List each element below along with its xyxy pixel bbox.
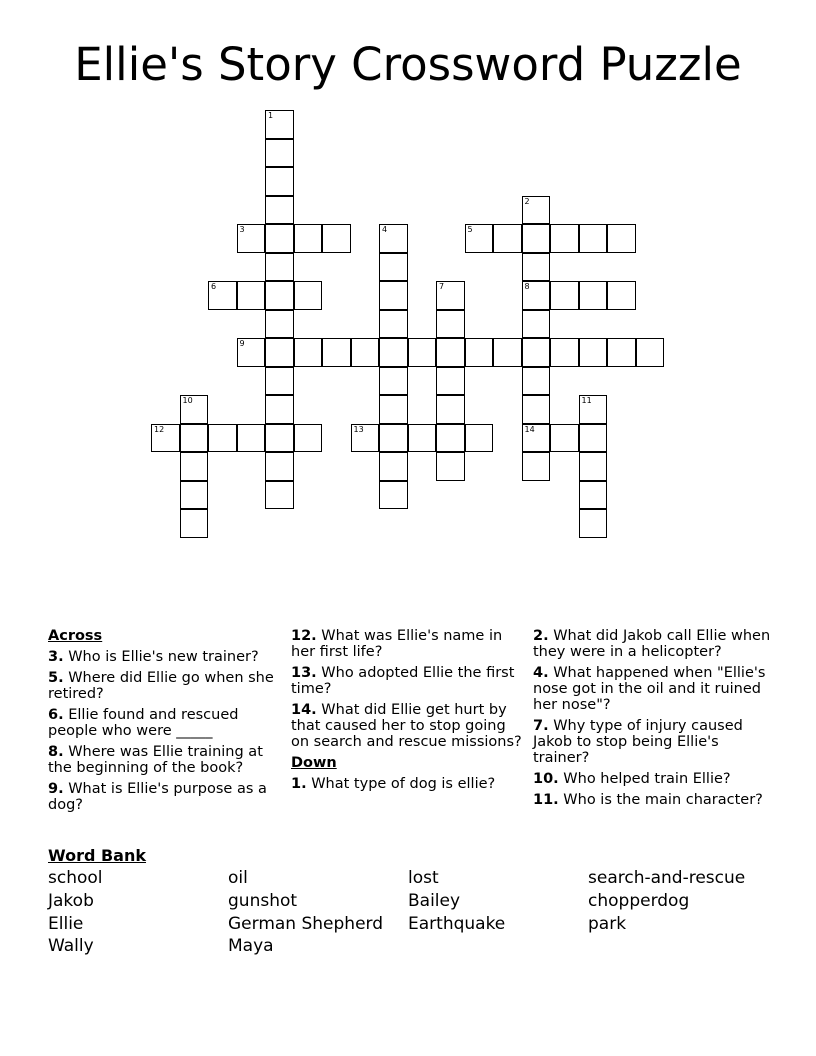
grid-cell[interactable]: [522, 281, 551, 310]
clue-number: 5: [467, 225, 473, 234]
grid-cell[interactable]: [522, 452, 551, 481]
grid-cell[interactable]: [436, 281, 465, 310]
grid-cell[interactable]: [265, 139, 294, 168]
grid-cell[interactable]: [579, 509, 608, 538]
grid-cell[interactable]: [180, 481, 209, 510]
clue-number: 11: [581, 396, 592, 405]
clue-number: 2: [524, 196, 530, 206]
grid-cell[interactable]: [379, 338, 408, 367]
grid-cell[interactable]: [522, 424, 551, 453]
clue-across: 13. Who adopted Ellie the first time?: [291, 665, 515, 697]
grid-cell[interactable]: [265, 452, 294, 481]
grid-cell[interactable]: [379, 281, 408, 310]
grid-cell[interactable]: [579, 281, 608, 310]
grid-cell[interactable]: [522, 395, 551, 424]
grid-cell[interactable]: [436, 310, 465, 339]
word-bank-item: Bailey: [408, 891, 461, 911]
clue-number: 14: [524, 424, 535, 434]
page-title: Ellie's Story Crossword Puzzle: [74, 38, 742, 91]
clue-down: 7. Why type of injury caused Jakob to stop being Ellie's trainer?: [533, 718, 743, 766]
clue-number: 7: [439, 282, 445, 291]
word-bank-item: park: [588, 914, 627, 934]
grid-cell[interactable]: [208, 281, 237, 310]
grid-cell[interactable]: [436, 395, 465, 424]
grid-cell[interactable]: [237, 281, 266, 310]
grid-cell[interactable]: [550, 281, 579, 310]
clue-number: 12: [154, 424, 165, 434]
grid-cell[interactable]: [436, 424, 465, 453]
grid-cell[interactable]: [522, 224, 551, 253]
grid-cell[interactable]: [465, 224, 494, 253]
grid-cell[interactable]: [522, 253, 551, 282]
grid-cell[interactable]: [265, 367, 294, 396]
word-bank-item: chopperdog: [588, 891, 690, 911]
word-bank-item: school: [48, 868, 103, 888]
grid-cell[interactable]: [465, 424, 494, 453]
grid-cell[interactable]: [180, 509, 209, 538]
grid-cell[interactable]: [265, 281, 294, 310]
grid-cell[interactable]: [550, 424, 579, 453]
grid-cell[interactable]: [579, 481, 608, 510]
clue-number: 9: [239, 339, 245, 348]
grid-cell[interactable]: [294, 338, 323, 367]
word-bank-title: Word Bank: [48, 846, 147, 865]
grid-cell[interactable]: [322, 224, 351, 253]
word-bank-item: Ellie: [48, 914, 84, 934]
grid-cell[interactable]: [579, 424, 608, 453]
grid-cell[interactable]: [607, 281, 636, 310]
grid-cell[interactable]: [436, 452, 465, 481]
clue-number: 6: [211, 282, 217, 291]
grid-cell[interactable]: [237, 224, 266, 253]
grid-cell[interactable]: [579, 395, 608, 424]
clue-number: 13: [353, 424, 364, 434]
grid-cell[interactable]: [550, 338, 579, 367]
grid-cell[interactable]: [265, 196, 294, 225]
grid-cell[interactable]: [522, 338, 551, 367]
clue-number: 3: [239, 225, 245, 234]
grid-cell[interactable]: [265, 110, 294, 139]
word-bank-item: oil: [228, 868, 248, 888]
clue-across: 9. What is Ellie's purpose as a dog?: [48, 781, 267, 813]
grid-cell[interactable]: [379, 424, 408, 453]
clue-down: 11. Who is the main character?: [533, 792, 763, 808]
clue-down: 10. Who helped train Ellie?: [533, 771, 731, 787]
clue-across: 3. Who is Ellie's new trainer?: [48, 649, 259, 665]
grid-cell[interactable]: [379, 253, 408, 282]
grid-cell[interactable]: [522, 196, 551, 225]
grid-cell[interactable]: [294, 424, 323, 453]
grid-cell[interactable]: [408, 424, 437, 453]
clues-column-1: [48, 628, 280, 818]
grid-cell[interactable]: [579, 338, 608, 367]
grid-cell[interactable]: [151, 424, 180, 453]
grid-cell[interactable]: [550, 224, 579, 253]
grid-cell[interactable]: [237, 424, 266, 453]
grid-cell[interactable]: [493, 338, 522, 367]
grid-cell[interactable]: [379, 224, 408, 253]
word-bank-item: search-and-rescue: [588, 868, 746, 888]
word-bank-item: German Shepherd: [228, 914, 384, 934]
grid-cell[interactable]: [607, 224, 636, 253]
grid-cell[interactable]: [436, 367, 465, 396]
word-bank-item: lost: [408, 868, 439, 888]
clues-column-3: [533, 628, 773, 813]
clue-down: 1. What type of dog is ellie?: [291, 776, 496, 792]
grid-cell[interactable]: [379, 481, 408, 510]
down-heading: Down: [291, 755, 337, 771]
clues-column-2: [291, 628, 523, 797]
clue-down: 4. What happened when "Ellie's nose got in the oil and it ruined her nose"?: [533, 665, 766, 713]
grid-cell[interactable]: [351, 338, 380, 367]
grid-cell[interactable]: [294, 281, 323, 310]
grid-cell[interactable]: [265, 224, 294, 253]
clue-down: 2. What did Jakob call Ellie when they were in a helicopter?: [533, 628, 771, 660]
grid-cell[interactable]: [237, 338, 266, 367]
grid-cell[interactable]: [379, 367, 408, 396]
grid-cell[interactable]: [351, 424, 380, 453]
grid-cell[interactable]: [265, 338, 294, 367]
grid-cell[interactable]: [265, 481, 294, 510]
grid-cell[interactable]: [522, 310, 551, 339]
clue-across: 8. Where was Ellie training at the beginning of the book?: [48, 744, 263, 776]
grid-cell[interactable]: [493, 224, 522, 253]
word-bank-item: gunshot: [228, 891, 298, 911]
grid-cell[interactable]: [408, 338, 437, 367]
grid-cell[interactable]: [294, 224, 323, 253]
grid-cell[interactable]: [579, 224, 608, 253]
clue-across: 6. Ellie found and rescued people who were _____: [48, 707, 239, 739]
clue-number: 1: [268, 111, 274, 120]
clue-number: 10: [182, 396, 193, 405]
grid-cell[interactable]: [522, 367, 551, 396]
grid-cell[interactable]: [265, 167, 294, 196]
grid-cell[interactable]: [465, 338, 494, 367]
grid-cell[interactable]: [636, 338, 665, 367]
clue-number: 4: [382, 225, 388, 234]
grid-cell[interactable]: [379, 395, 408, 424]
grid-cell[interactable]: [379, 310, 408, 339]
word-bank-item: Earthquake: [408, 914, 506, 934]
clue-number: 8: [524, 282, 530, 291]
grid-cell[interactable]: [265, 253, 294, 282]
grid-cell[interactable]: [579, 452, 608, 481]
grid-cell[interactable]: [607, 338, 636, 367]
word-bank-item: Wally: [48, 936, 94, 956]
grid-cell[interactable]: [322, 338, 351, 367]
grid-cell[interactable]: [265, 395, 294, 424]
grid-cell[interactable]: [379, 452, 408, 481]
clue-across: 14. What did Ellie get hurt by that caused her to stop going on search and rescue missions?: [291, 702, 522, 750]
grid-cell[interactable]: [436, 338, 465, 367]
grid-cell[interactable]: [265, 310, 294, 339]
clue-across: 12. What was Ellie's name in her first life?: [291, 628, 503, 660]
grid-cell[interactable]: [208, 424, 237, 453]
grid-cell[interactable]: [180, 395, 209, 424]
word-bank-item: Jakob: [48, 891, 94, 911]
grid-cell[interactable]: [180, 424, 209, 453]
grid-cell[interactable]: [180, 452, 209, 481]
across-heading: Across: [48, 628, 103, 644]
word-bank-item: Maya: [228, 936, 274, 956]
clue-across: 5. Where did Ellie go when she retired?: [48, 670, 274, 702]
grid-cell[interactable]: [265, 424, 294, 453]
